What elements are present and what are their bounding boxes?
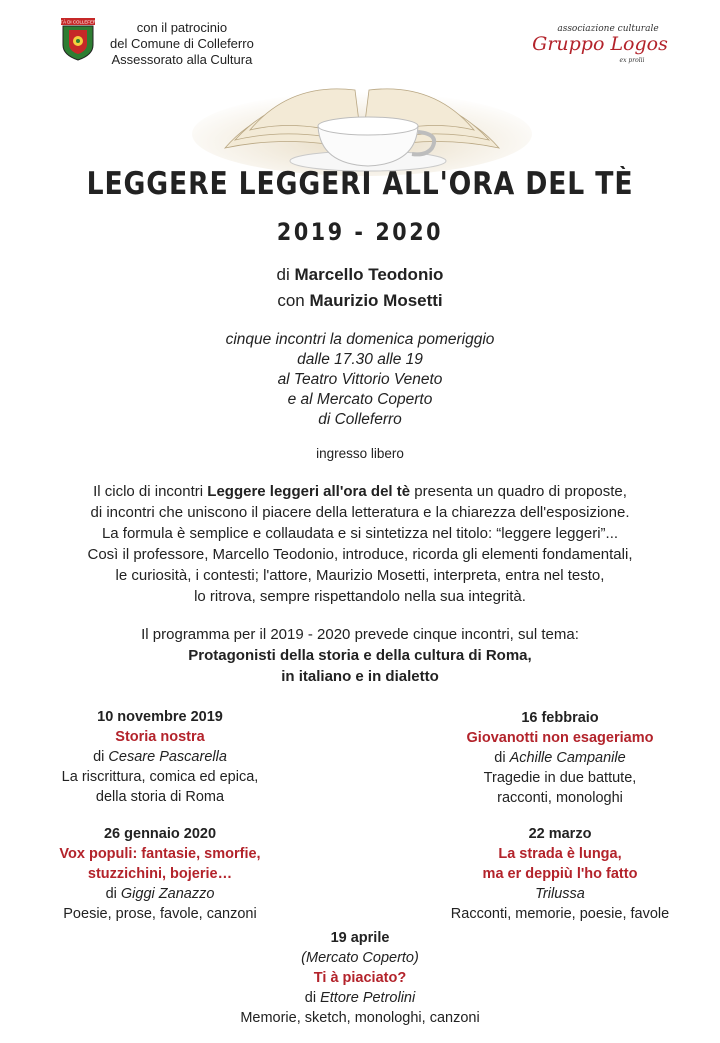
intro-line: La formula è semplice e collaudata e si sintetizza nel titolo: “leggere leggeri”... [101,525,619,542]
author-prefix: di [276,265,290,284]
event-desc: Racconti, memorie, poesie, favole [450,906,670,922]
admission-note: ingresso libero [316,446,404,461]
intro-line: le curiosità, i contesti; l'attore, Maurizio Mosetti, interpreta, entra nel testo, [115,567,605,584]
event-author: Ettore Petrolini [320,990,416,1006]
event-card [20,707,300,807]
event-author-line [420,748,700,768]
schedule-line: e al Mercato Coperto [287,391,433,408]
intro-title-ref: Leggere leggeri all'ora del tè [207,483,411,500]
event-by: di [93,749,105,765]
event-author-line [210,988,510,1008]
actor-prefix: con [277,291,305,310]
event-title: La strada è lunga, [498,846,622,862]
crest-text: CITTÀ DI COLLEFERRO [53,19,103,25]
event-card [20,824,300,924]
book-teacup-illustration [190,64,535,174]
schedule-line: al Teatro Vittorio Veneto [277,371,443,388]
event-desc: Tragedie in due battute, [483,770,637,786]
intro-paragraph [0,481,720,607]
patronage-text [110,20,254,68]
event-card [420,824,700,924]
program-theme: Protagonisti della storia e della cultura di Roma, [188,647,532,664]
patron-line: con il patrocinio [136,20,228,35]
gruppo-logos-logo [528,18,668,70]
author-line [0,262,720,288]
event-desc: Poesie, prose, favole, canzoni [63,906,257,922]
event-date: 19 aprile [330,930,390,946]
event-by: di [494,750,506,766]
actor-line [0,288,720,314]
event-title: Ti à piaciato? [313,970,407,986]
event-date: 22 marzo [528,826,592,842]
event-date: 26 gennaio 2020 [103,826,217,842]
event-title: Giovanotti non esageriamo [466,730,654,746]
event-desc: Memorie, sketch, monologhi, canzoni [240,1010,480,1026]
season-years: 2019 - 2020 [276,218,444,246]
intro-line [0,481,720,502]
intro-line: di incontri che uniscono il piacere della letteratura e la chiarezza dell'esposizione. [90,504,630,521]
intro-text: presenta un quadro di proposte, [414,483,627,500]
intro-line: Così il professore, Marcello Teodonio, introduce, ricorda gli elementi fondamentali, [87,546,633,563]
page-title: LEGGERE LEGGERI ALL'ORA DEL TÈ [86,166,634,202]
event-author: Cesare Pascarella [108,749,227,765]
event-desc: racconti, monologhi [497,790,623,806]
schedule-line: cinque incontri la domenica pomeriggio [225,331,495,348]
event-title: stuzzichini, bojerie… [87,866,233,882]
intro-line: lo ritrova, sempre rispettandolo nella sua integrità. [194,588,526,605]
intro-text: Il ciclo di incontri [93,483,204,500]
event-author: Achille Campanile [509,750,626,766]
event-card [420,708,700,808]
event-title: Vox populi: fantasie, smorfie, [59,846,261,862]
program-line: Il programma per il 2019 - 2020 prevede cinque incontri, sul tema: [141,626,579,643]
event-author-line [20,747,300,767]
authors-block [0,262,720,314]
patron-line: Assessorato alla Cultura [111,52,253,67]
event-author: Giggi Zanazzo [120,886,215,902]
program-theme-sub: in italiano e in dialetto [281,668,439,685]
event-by: di [105,886,117,902]
actor-name: Maurizio Mosetti [309,291,443,310]
event-author: Trilussa [535,886,585,902]
patron-line: del Comune di Colleferro [110,36,254,51]
program-block [0,624,720,687]
event-date: 10 novembre 2019 [97,709,223,725]
event-author-line [20,884,300,904]
event-venue: (Mercato Coperto) [301,950,419,966]
event-title: ma er deppiù l'ho fatto [482,866,638,882]
schedule-block [0,330,720,430]
author-name: Marcello Teodonio [294,265,444,284]
logo-line3: ex prolii [619,57,645,64]
event-date: 16 febbraio [521,710,599,726]
colleferro-crest-logo [53,17,103,61]
event-card [210,928,510,1028]
event-desc: La riscrittura, comica ed epica, [61,769,259,785]
event-title: Storia nostra [115,729,205,745]
logo-line2: Gruppo Logos [532,33,668,55]
logo-line1: associazione culturale [557,24,659,34]
event-desc: della storia di Roma [95,789,225,805]
event-by: di [304,990,317,1006]
schedule-line: di Colleferro [318,411,402,428]
schedule-line: dalle 17.30 alle 19 [297,351,423,368]
